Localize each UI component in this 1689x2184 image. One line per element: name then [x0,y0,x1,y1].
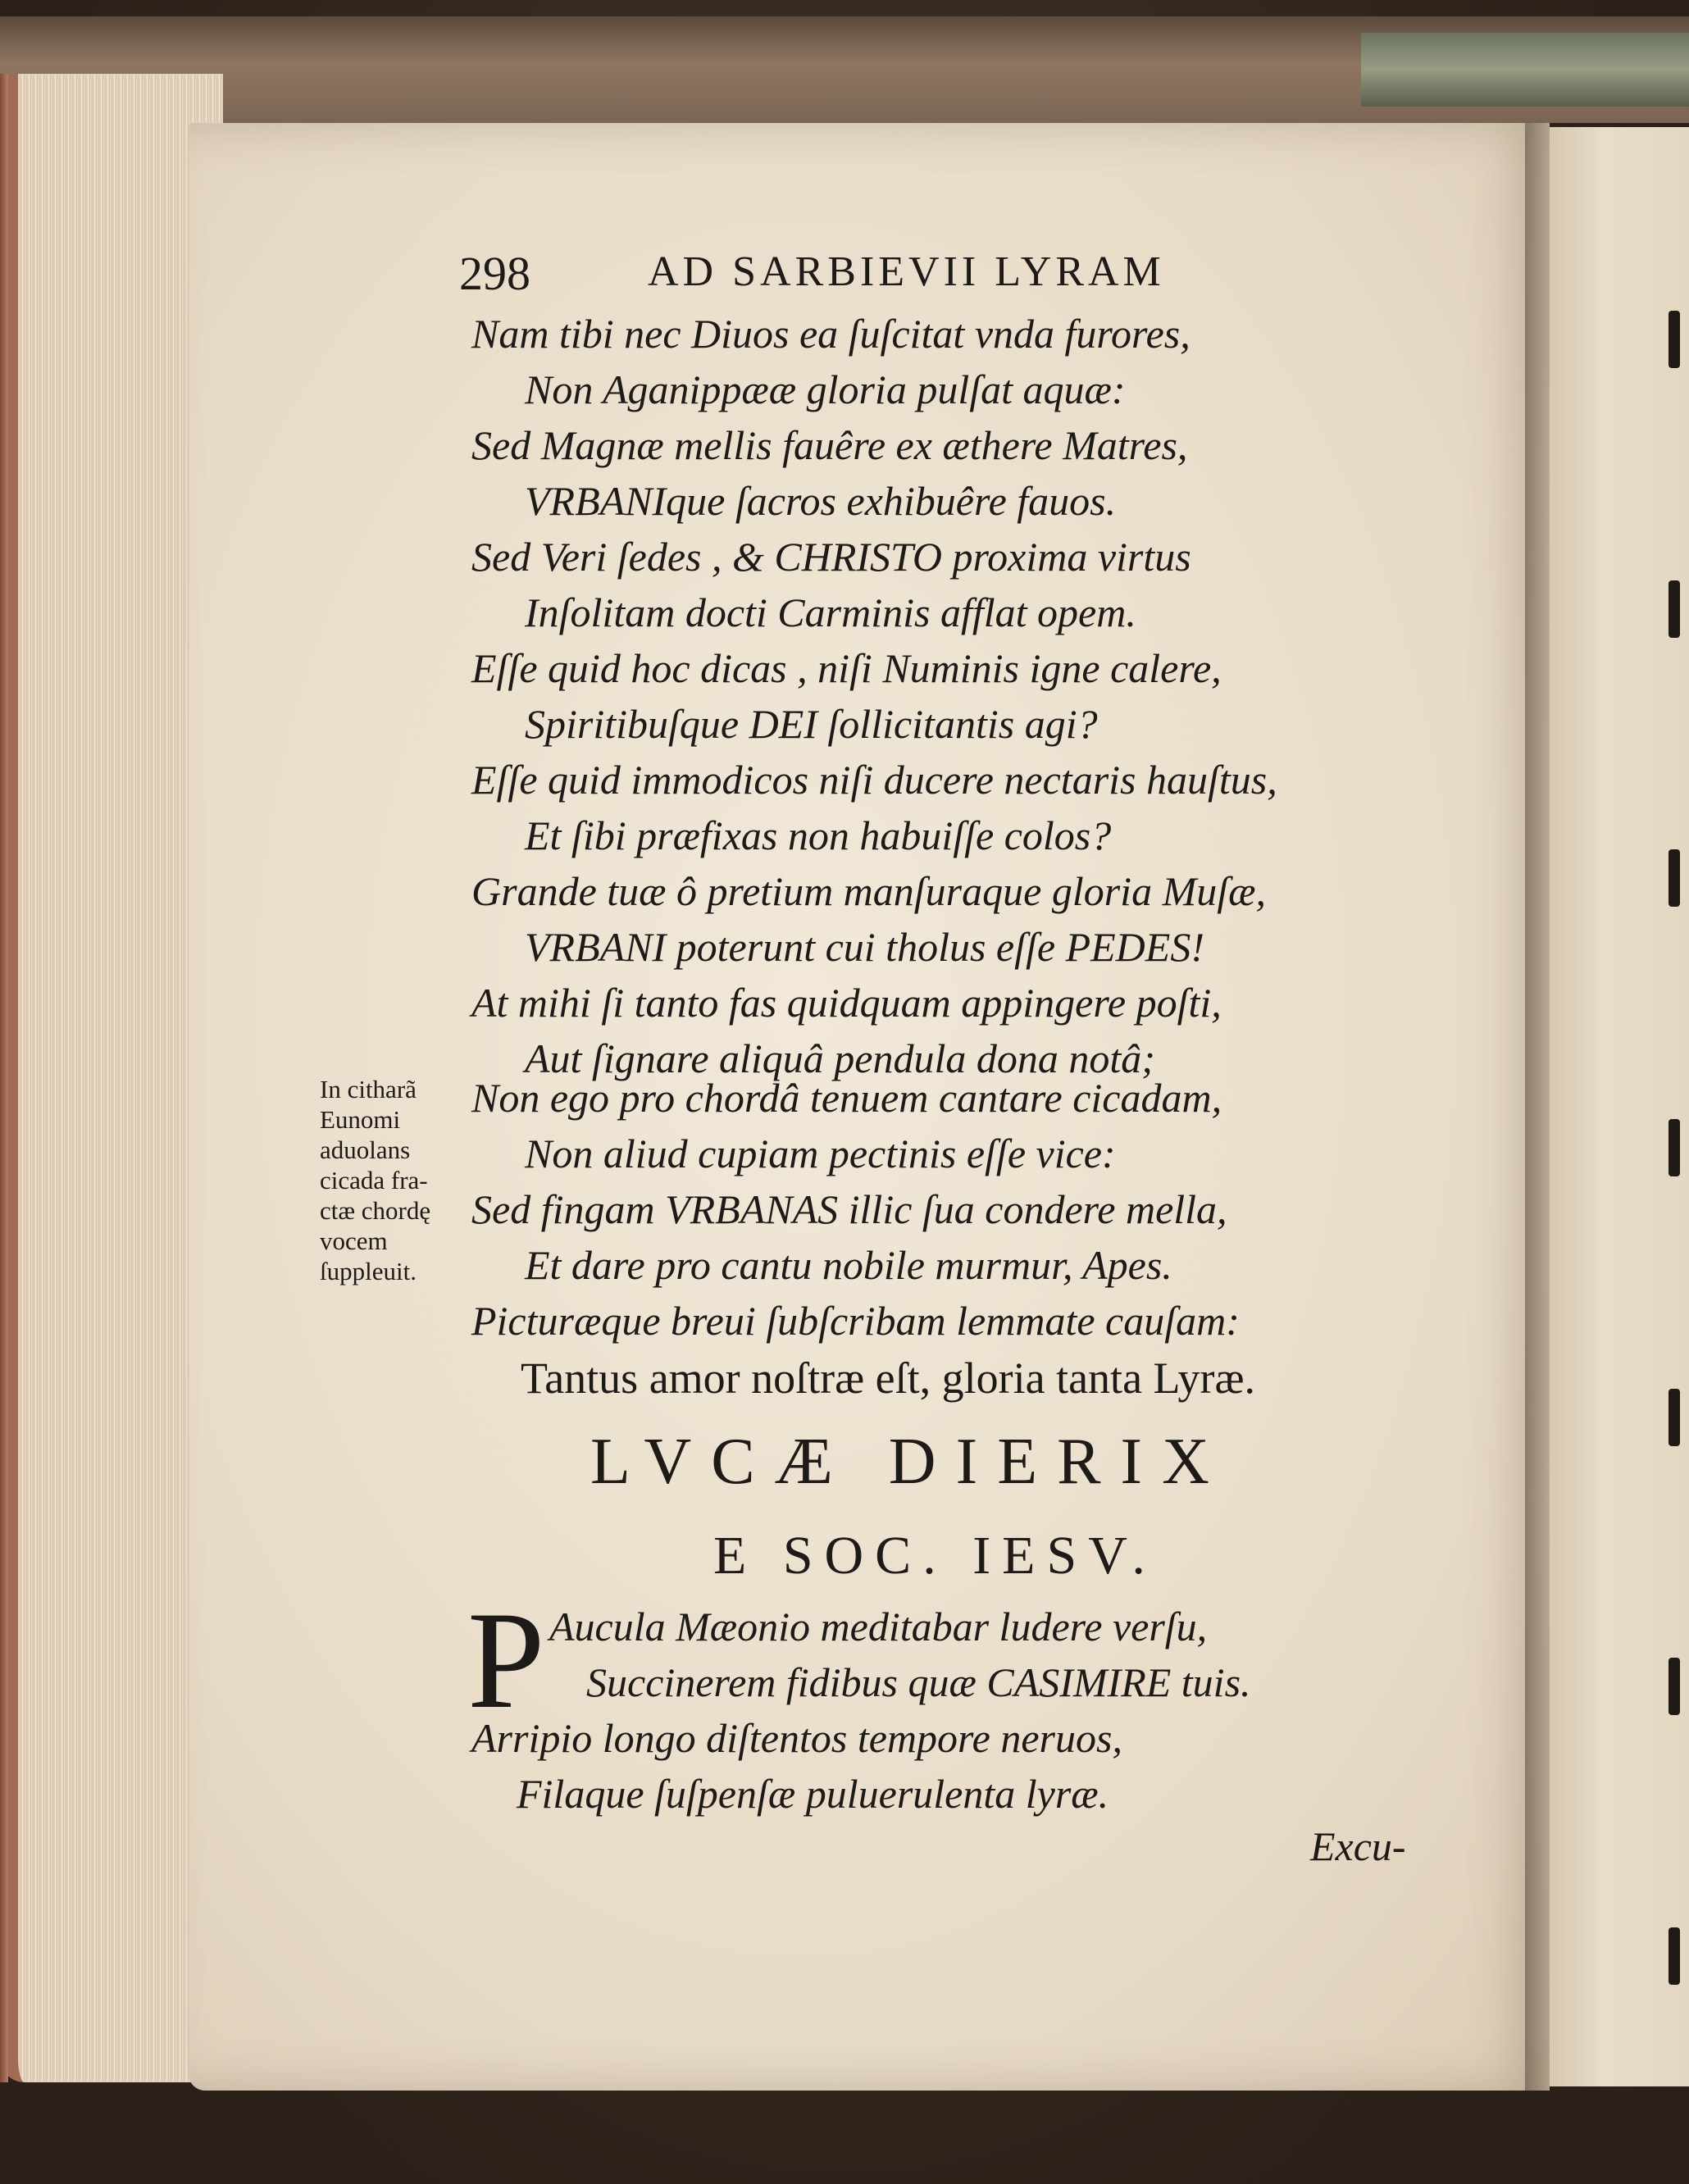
poem-line: Et dare pro cantu nobile murmur, Apes. [525,1242,1172,1288]
poem-line: Spiritibuſque DEI ſollicitantis agi? [525,701,1098,747]
poem-line: Arripio longo diſtentos tempore neruos, [471,1715,1122,1761]
section-heading: LVCÆ DIERIX [590,1426,1229,1498]
poem-line: Nam tibi nec Diuos ea ſuſcitat vnda furores, [471,311,1190,357]
poem-line: Succinerem fidibus quæ CASIMIRE tuis. [586,1659,1251,1705]
poem-line: Aucula Mæonio meditabar ludere verſu, [549,1604,1208,1649]
poem-line: Tantus amor noſtræ eſt, gloria tanta Lyræ. [521,1354,1256,1403]
poem-line: Eſſe quid immodicos niſi ducere nectaris hauſtus, [471,757,1277,803]
poem-line: Filaque ſuſpenſæ puluerulenta lyræ. [517,1771,1109,1817]
margin-note: In citharã Eunomi aduolans cicada fra- ctæ chordę vocem ſuppleuit. [320,1075,431,1285]
poem-line: At mihi ſi tanto fas quidquam appingere poſti, [471,980,1222,1026]
poem-line: Grande tuæ ô pretium manſuraque gloria Muſæ, [471,868,1266,914]
running-head: AD SARBIEVII LYRAM [648,248,1165,295]
catchword: Excu- [1310,1823,1406,1869]
poem-line: Et ſibi præfixas non habuiſſe colos? [525,812,1112,858]
poem-line: Inſolitam docti Carminis afflat opem. [525,589,1136,635]
poem-line: Sed Veri ſedes , & CHRISTO proxima virtus [471,534,1191,580]
poem-line: Picturæque breui ſubſcribam lemmate cauſam: [471,1298,1240,1344]
right-page-edge-letters [1669,205,1689,2091]
poem-line: VRBANI poterunt cui tholus eſſe PEDES! [525,924,1204,970]
poem-line: VRBANIque ſacros exhibuêre fauos. [525,478,1117,524]
book-gutter [1525,123,1550,2091]
book-binding-strip [1361,33,1689,107]
page-number: 298 [459,247,530,300]
poem-line: Eſſe quid hoc dicas , niſi Numinis igne calere, [471,645,1222,691]
poem-line: Non Aganippææ gloria pulſat aquæ: [525,366,1126,412]
poem-line: Sed fingam VRBANAS illic ſua condere mella, [471,1186,1227,1232]
drop-cap: P [467,1583,545,1737]
poem-line: Sed Magnæ mellis fauêre ex æthere Matres, [471,422,1188,468]
poem-line: Non ego pro chordâ tenuem cantare cicadam, [471,1075,1222,1121]
poem-line: Non aliud cupiam pectinis eſſe vice: [525,1131,1116,1176]
poem-line: Aut ſignare aliquâ pendula dona notâ; [525,1035,1155,1081]
section-subheading: E SOC. IESV. [713,1526,1157,1586]
